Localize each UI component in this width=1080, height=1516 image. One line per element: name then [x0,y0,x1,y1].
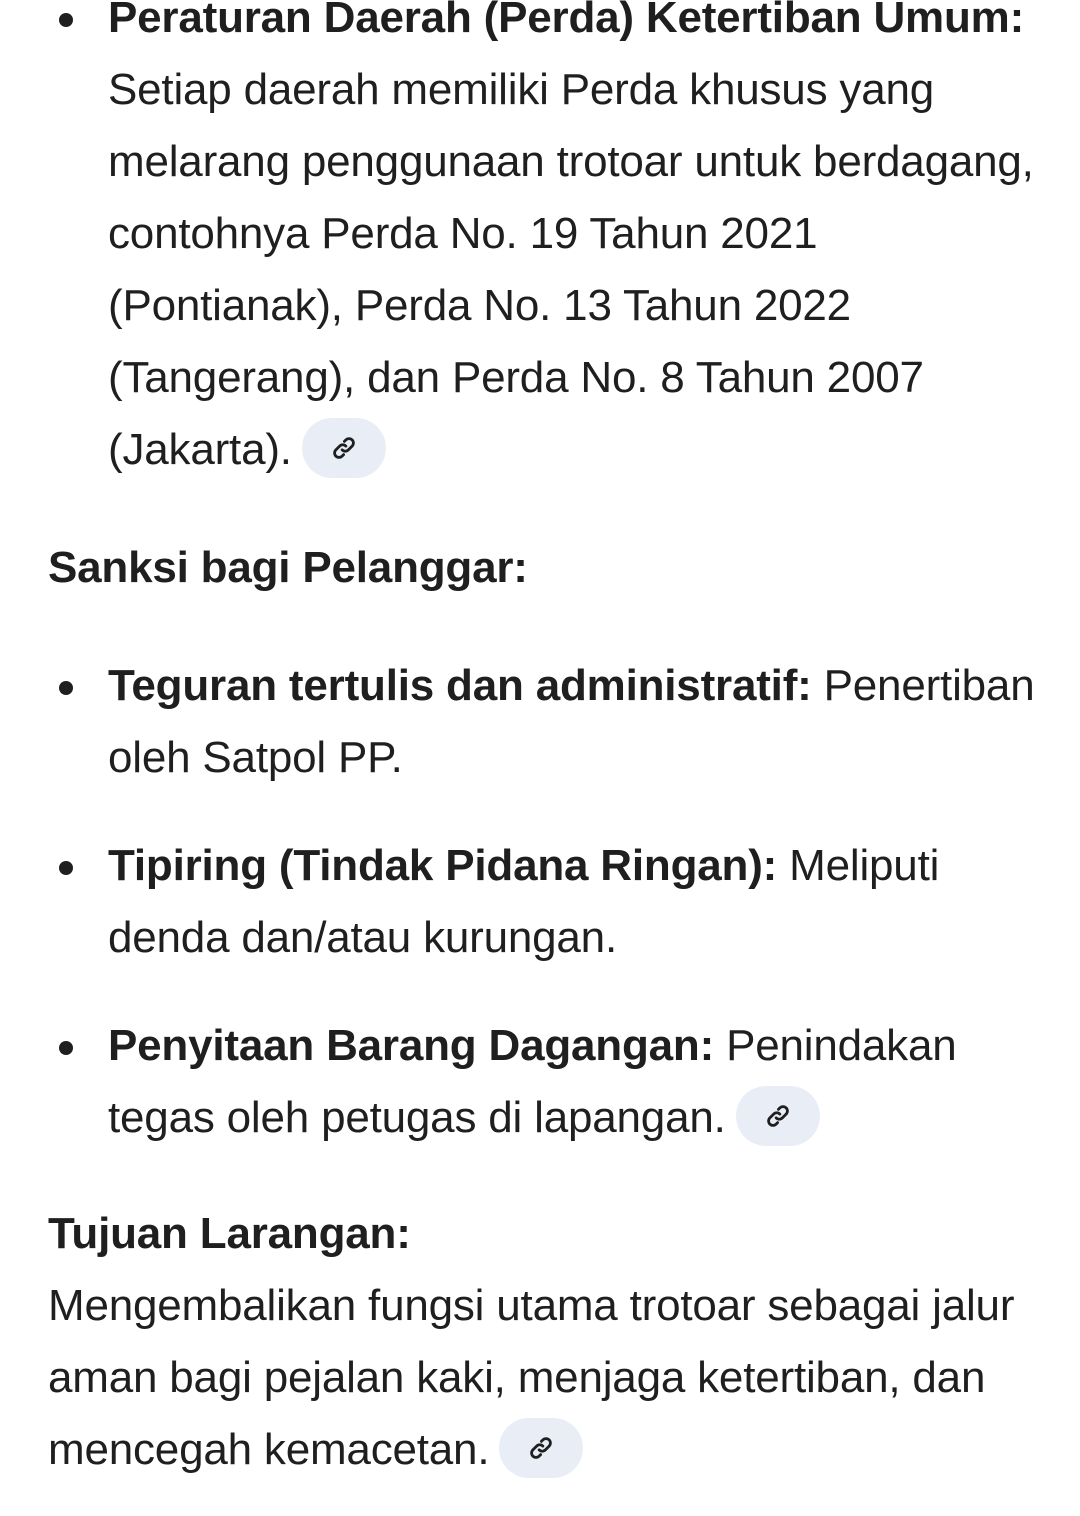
source-link-button[interactable] [302,418,386,478]
list-item-body: Penindakan tegas oleh petugas di lapangan. [108,1021,957,1142]
link-icon [763,1101,793,1131]
list-item-title: Tipiring (Tindak Pidana Ringan): [108,841,778,890]
list-item [48,1010,1048,1154]
list-item-title: Peraturan Daerah (Perda) Ketertiban Umum: [108,0,1025,42]
section-heading-sanksi: Sanksi bagi Pelanggar: [48,543,528,592]
section-heading-tujuan: Tujuan Larangan: [48,1209,411,1258]
sanksi-list [48,650,1048,1154]
paragraph-text: Mengembalikan fungsi utama trotoar sebagai jalur aman bagi pejalan kaki, menjaga ketertiban, dan mencegah kemacetan. [48,1281,1015,1474]
list-item [48,650,1048,794]
list-item [48,830,1048,974]
list-item-title: Penyitaan Barang Dagangan: [108,1021,715,1070]
list-item-body: Setiap daerah memiliki Perda khusus yang melarang penggunaan trotoar untuk berdagang, contohnya Perda No. 19 Tahun 2021 (Pontianak), Perda No. 13 Tahun 2022 (Tangerang), dan Perda No. 8 Tahun 2007 (Jakarta). [108,65,1034,474]
perda-list [48,0,1048,486]
list-item-title: Teguran tertulis dan administratif: [108,661,812,710]
source-link-button[interactable] [736,1086,820,1146]
link-icon [329,433,359,463]
link-icon [526,1433,556,1463]
list-item-body: Meliputi denda dan/atau kurungan. [108,841,940,962]
response-content [48,0,1048,1486]
source-link-button[interactable] [499,1418,583,1478]
list-item-body: Penertiban oleh Satpol PP. [108,661,1035,782]
list-item-perda [48,0,1048,486]
tujuan-paragraph [48,1270,1048,1486]
